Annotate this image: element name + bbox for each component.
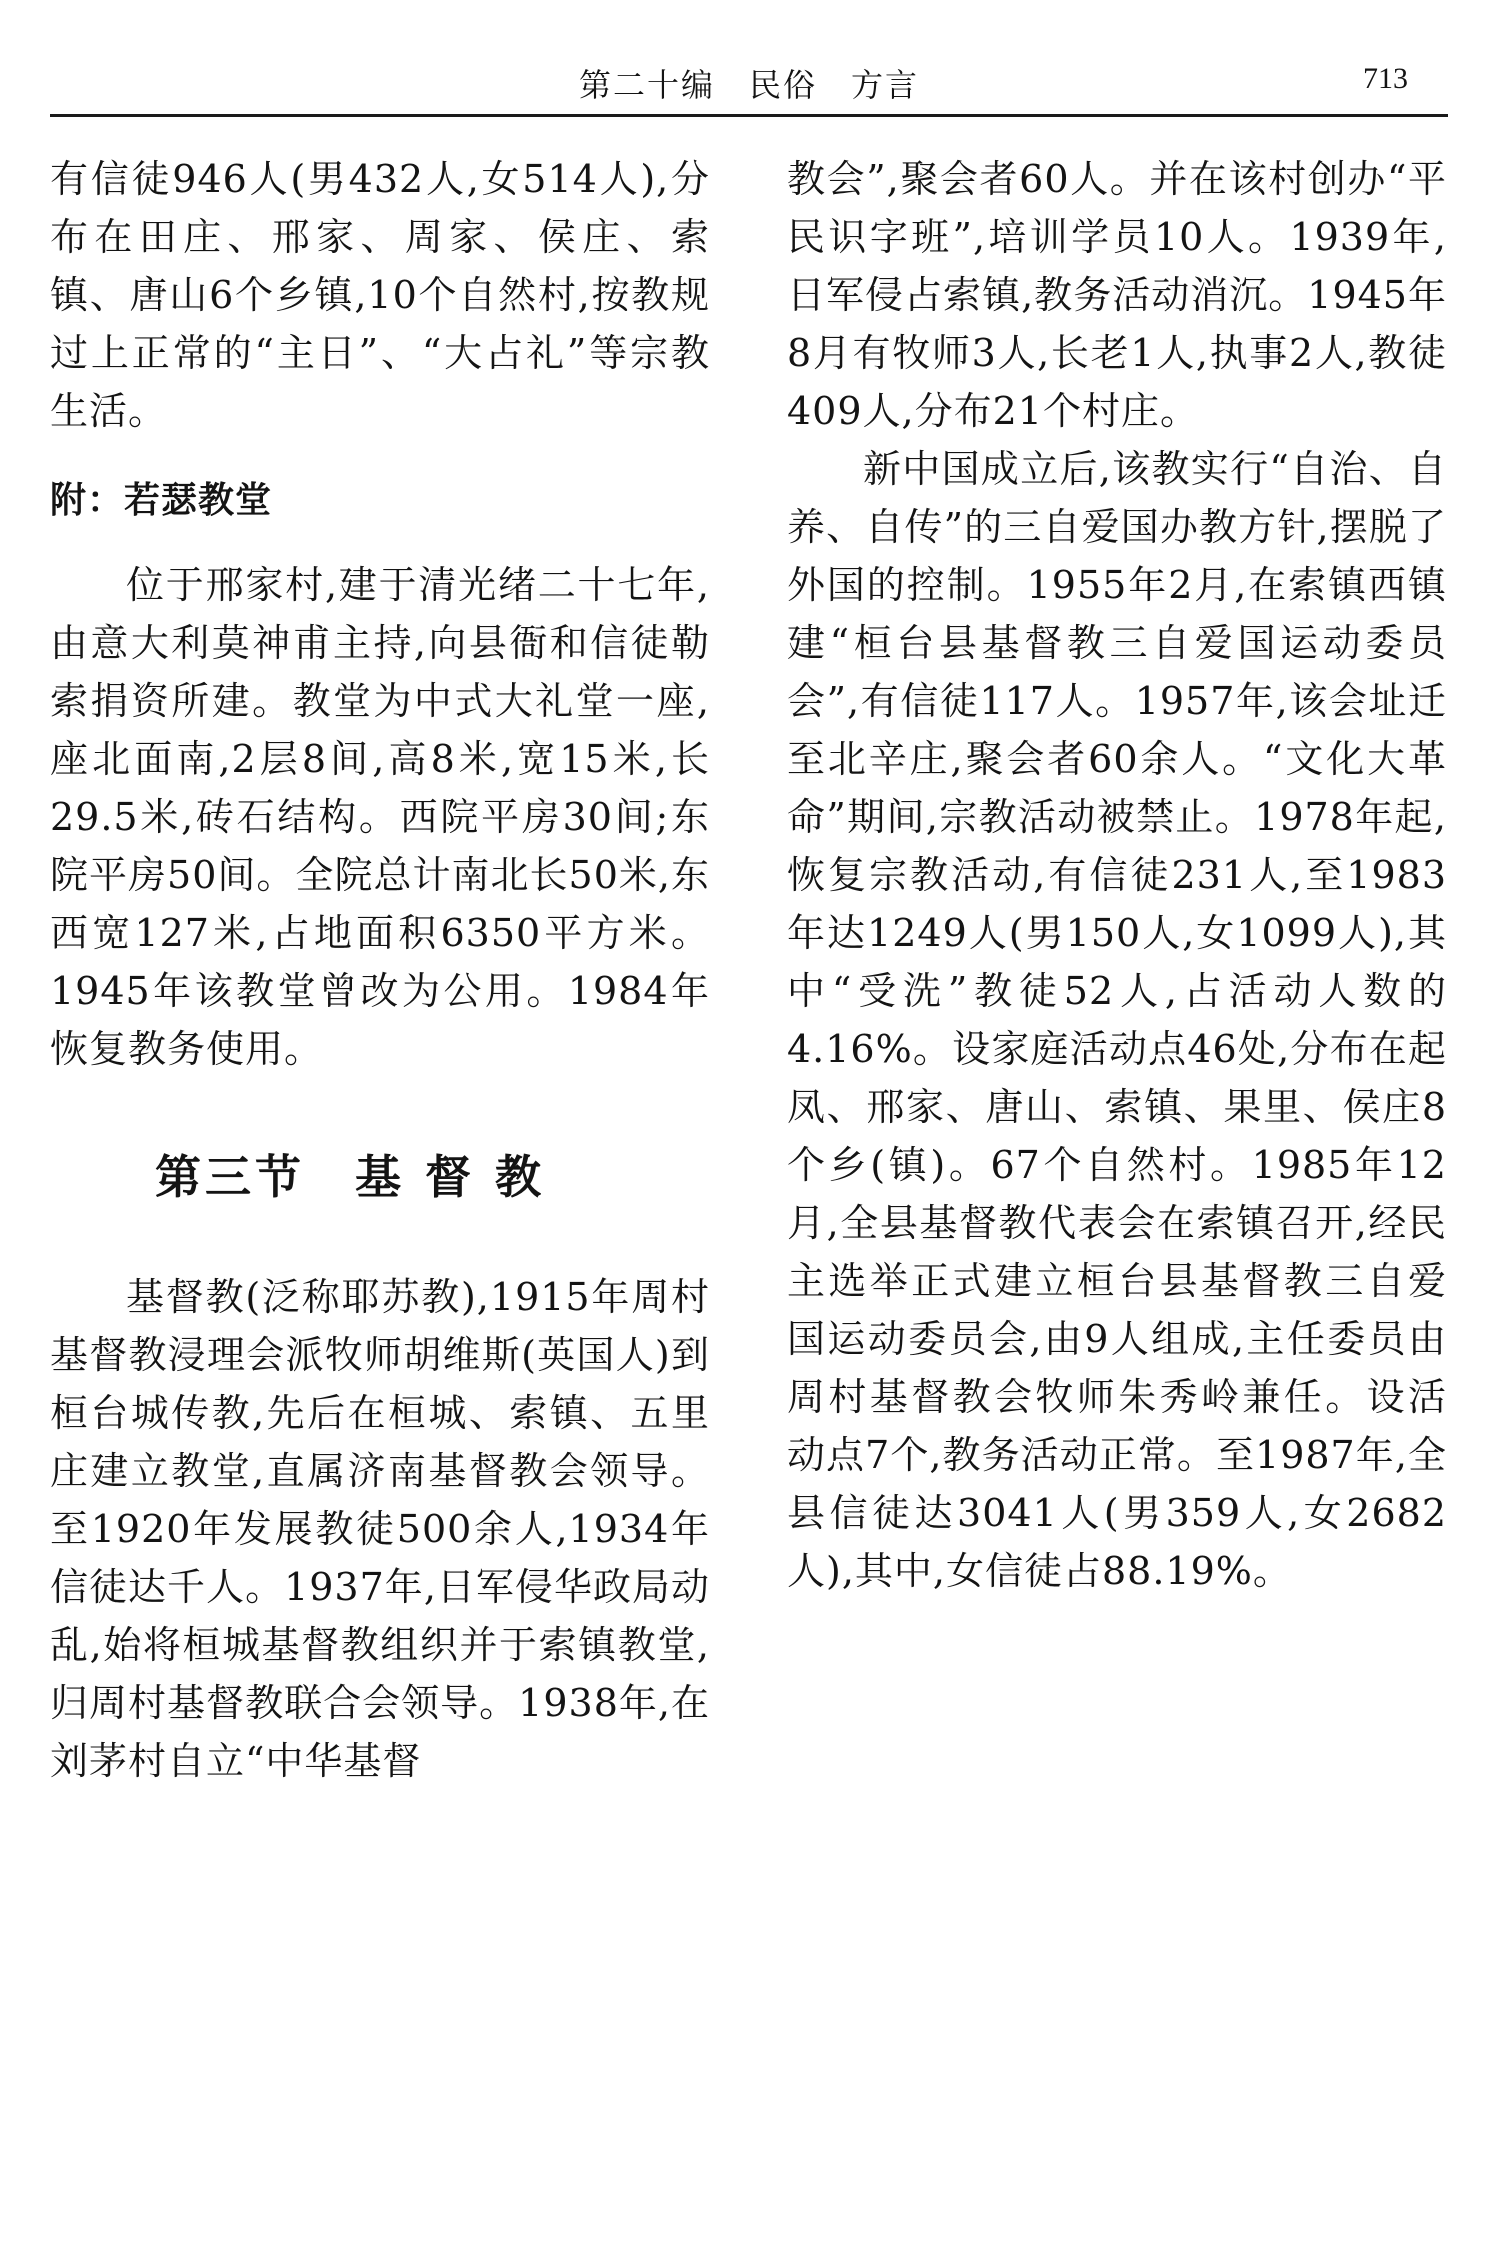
page-header: [50, 52, 1448, 117]
paragraph: 位于邢家村,建于清光绪二十七年,由意大利莫神甫主持,向县衙和信徒勒索捐资所建。教堂为中式大礼堂一座,座北面南,2层8间,高8米,宽15米,长29.5米,砖石结构。西院平房30间;东院平房50间。全院总计南北长50米,东西宽127米,占地面积6350平方米。1945年该教堂曾改为公用。1984年恢复教务使用。: [50, 563, 710, 1071]
left-column: [50, 150, 710, 1790]
paragraph: 教会”,聚会者60人。并在该村创办“平民识字班”,培训学员10人。1939年,日军侵占索镇,教务活动消沉。1945年8月有牧师3人,长老1人,执事2人,教徒409人,分布21个村庄。: [787, 157, 1447, 433]
paragraph: 基督教(泛称耶苏教),1915年周村基督教浸理会派牧师胡维斯(英国人)到桓台城传教,先后在桓城、索镇、五里庄建立教堂,直属济南基督教会领导。至1920年发展教徒500余人,1934年信徒达千人。1937年,日军侵华政局动乱,始将桓城基督教组织并于索镇教堂,归周村基督教联合会领导。1938年,在刘茅村自立“中华基督: [50, 1275, 710, 1783]
appendix-heading: 附：若瑟教堂: [50, 480, 273, 521]
right-column: [787, 150, 1447, 1600]
page-number: 713: [1363, 62, 1408, 95]
running-title: 第二十编 民俗 方言: [578, 66, 919, 104]
paragraph: 新中国成立后,该教实行“自治、自养、自传”的三自爱国办教方针,摆脱了外国的控制。1955年2月,在索镇西镇建“桓台县基督教三自爱国运动委员会”,有信徒117人。1957年,该会址迁至北辛庄,聚会者60余人。“文化大革命”期间,宗教活动被禁止。1978年起,恢复宗教活动,有信徒231人,至1983年达1249人(男150人,女1099人),其中“受洗”教徒52人,占活动人数的4.16%。设家庭活动点46处,分布在起凤、邢家、唐山、索镇、果里、侯庄8个乡(镇)。67个自然村。1985年12月,全县基督教代表会在索镇召开,经民主选举正式建立桓台县基督教三自爱国运动委员会,由9人组成,主任委员由周村基督教会牧师朱秀岭兼任。设活动点7个,教务活动正常。至1987年,全县信徒达3041人(男359人,女2682人),其中,女信徒占88.19%。: [787, 447, 1447, 1593]
section-heading: 第三节 基 督 教: [154, 1150, 546, 1204]
paragraph: 有信徒946人(男432人,女514人),分布在田庄、邢家、周家、侯庄、索镇、唐山6个乡镇,10个自然村,按教规过上正常的“主日”、“大占礼”等宗教生活。: [50, 157, 710, 433]
